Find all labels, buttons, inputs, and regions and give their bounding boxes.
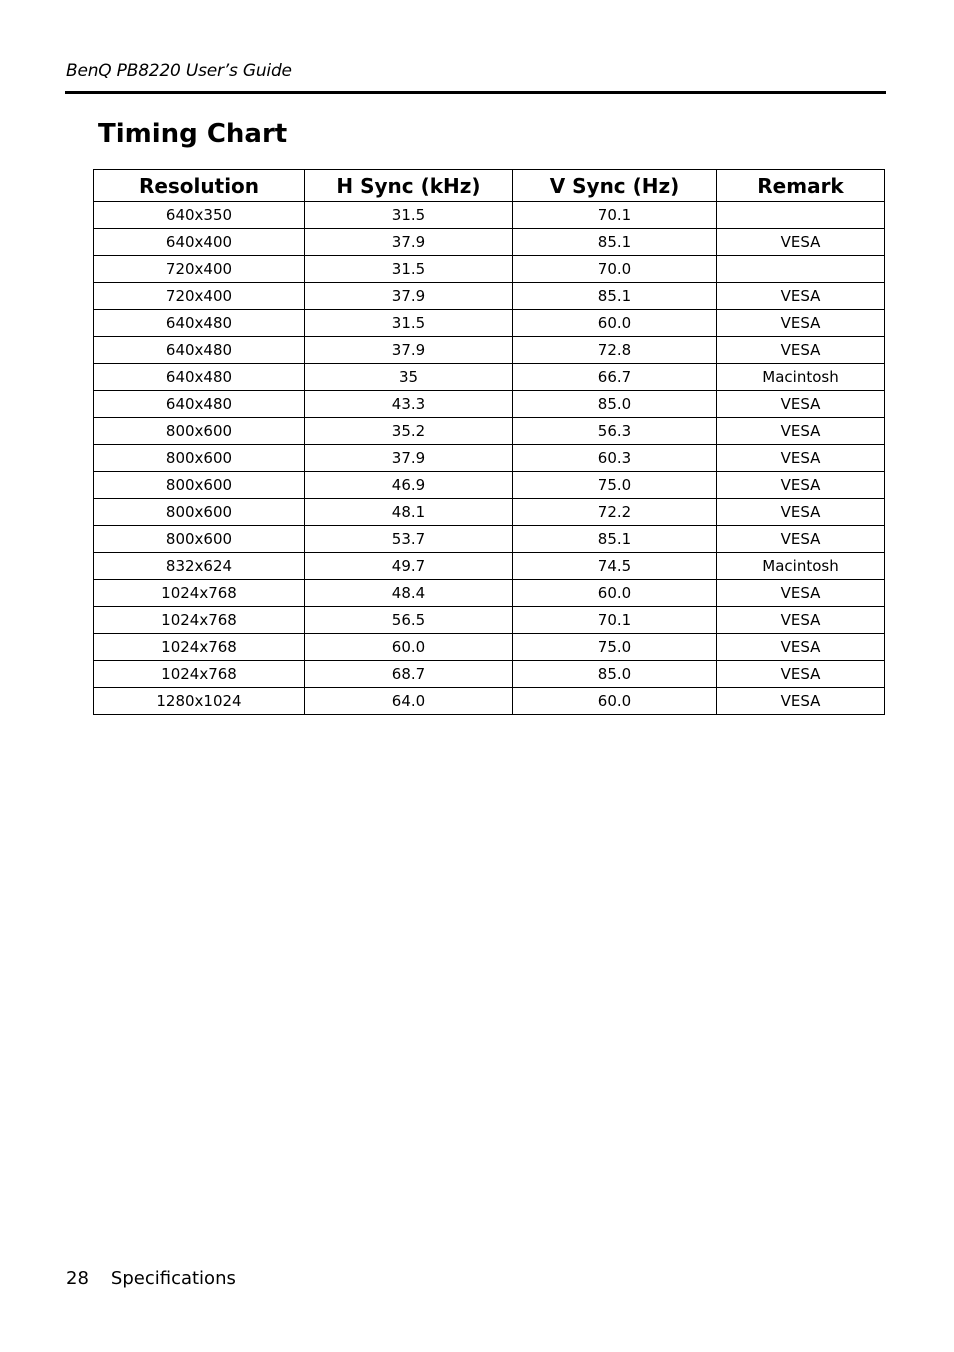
resolution-cell: 720x400	[94, 283, 305, 310]
h-sync-cell: 64.0	[305, 688, 513, 715]
h-sync-cell: 35.2	[305, 418, 513, 445]
table-row	[94, 553, 885, 580]
remark-cell: VESA	[717, 337, 885, 364]
resolution-cell: 640x480	[94, 391, 305, 418]
page-title: Timing Chart	[98, 119, 288, 149]
h-sync-cell: 43.3	[305, 391, 513, 418]
remark-cell: VESA	[717, 418, 885, 445]
h-sync-cell: 37.9	[305, 445, 513, 472]
v-sync-cell: 75.0	[513, 634, 717, 661]
h-sync-cell: 53.7	[305, 526, 513, 553]
section-name: Specifications	[110, 1268, 236, 1289]
h-sync-cell: 46.9	[305, 472, 513, 499]
resolution-cell: 1024x768	[94, 580, 305, 607]
v-sync-cell: 60.3	[513, 445, 717, 472]
remark-cell: VESA	[717, 661, 885, 688]
v-sync-cell: 60.0	[513, 580, 717, 607]
v-sync-cell: 56.3	[513, 418, 717, 445]
remark-cell: VESA	[717, 580, 885, 607]
table-header-row	[94, 170, 885, 202]
v-sync-cell: 66.7	[513, 364, 717, 391]
resolution-cell: 1024x768	[94, 607, 305, 634]
v-sync-cell: 72.8	[513, 337, 717, 364]
remark-cell: VESA	[717, 310, 885, 337]
h-sync-cell: 49.7	[305, 553, 513, 580]
table-row	[94, 310, 885, 337]
table-row	[94, 499, 885, 526]
table-row	[94, 256, 885, 283]
resolution-cell: 1024x768	[94, 634, 305, 661]
column-header-remark: Remark	[717, 170, 885, 202]
h-sync-cell: 31.5	[305, 310, 513, 337]
remark-cell: Macintosh	[717, 364, 885, 391]
remark-cell: VESA	[717, 283, 885, 310]
resolution-cell: 640x350	[94, 202, 305, 229]
running-header: BenQ PB8220 User’s Guide	[66, 61, 292, 81]
table-row	[94, 580, 885, 607]
h-sync-cell: 35	[305, 364, 513, 391]
h-sync-cell: 68.7	[305, 661, 513, 688]
remark-cell: VESA	[717, 472, 885, 499]
table-row	[94, 661, 885, 688]
remark-cell: Macintosh	[717, 553, 885, 580]
remark-cell: VESA	[717, 229, 885, 256]
v-sync-cell: 85.1	[513, 229, 717, 256]
resolution-cell: 1024x768	[94, 661, 305, 688]
header-rule	[65, 91, 886, 94]
v-sync-cell: 75.0	[513, 472, 717, 499]
remark-cell: VESA	[717, 391, 885, 418]
table-row	[94, 364, 885, 391]
remark-cell	[717, 256, 885, 283]
v-sync-cell: 70.1	[513, 607, 717, 634]
h-sync-cell: 37.9	[305, 337, 513, 364]
v-sync-cell: 85.1	[513, 526, 717, 553]
page-number: 28	[66, 1268, 89, 1289]
h-sync-cell: 37.9	[305, 229, 513, 256]
h-sync-cell: 31.5	[305, 202, 513, 229]
v-sync-cell: 85.0	[513, 391, 717, 418]
h-sync-cell: 56.5	[305, 607, 513, 634]
resolution-cell: 800x600	[94, 418, 305, 445]
resolution-cell: 720x400	[94, 256, 305, 283]
table-row	[94, 283, 885, 310]
h-sync-cell: 37.9	[305, 283, 513, 310]
timing-table	[93, 169, 885, 715]
resolution-cell: 832x624	[94, 553, 305, 580]
v-sync-cell: 74.5	[513, 553, 717, 580]
h-sync-cell: 48.4	[305, 580, 513, 607]
h-sync-cell: 48.1	[305, 499, 513, 526]
column-header-h-sync: H Sync (kHz)	[305, 170, 513, 202]
v-sync-cell: 60.0	[513, 310, 717, 337]
column-header-resolution: Resolution	[94, 170, 305, 202]
v-sync-cell: 72.2	[513, 499, 717, 526]
remark-cell: VESA	[717, 607, 885, 634]
h-sync-cell: 31.5	[305, 256, 513, 283]
table-row	[94, 391, 885, 418]
resolution-cell: 800x600	[94, 526, 305, 553]
remark-cell: VESA	[717, 634, 885, 661]
remark-cell: VESA	[717, 526, 885, 553]
table-row	[94, 688, 885, 715]
table-row	[94, 607, 885, 634]
resolution-cell: 640x480	[94, 310, 305, 337]
table-row	[94, 634, 885, 661]
remark-cell: VESA	[717, 688, 885, 715]
page-footer	[66, 1268, 236, 1289]
v-sync-cell: 70.1	[513, 202, 717, 229]
v-sync-cell: 85.0	[513, 661, 717, 688]
table-body	[94, 202, 885, 715]
resolution-cell: 800x600	[94, 445, 305, 472]
resolution-cell: 1280x1024	[94, 688, 305, 715]
resolution-cell: 800x600	[94, 499, 305, 526]
resolution-cell: 640x480	[94, 337, 305, 364]
table-row	[94, 337, 885, 364]
resolution-cell: 640x400	[94, 229, 305, 256]
table-row	[94, 229, 885, 256]
v-sync-cell: 70.0	[513, 256, 717, 283]
resolution-cell: 800x600	[94, 472, 305, 499]
v-sync-cell: 60.0	[513, 688, 717, 715]
table-row	[94, 472, 885, 499]
h-sync-cell: 60.0	[305, 634, 513, 661]
table-row	[94, 526, 885, 553]
remark-cell: VESA	[717, 445, 885, 472]
table-row	[94, 202, 885, 229]
remark-cell: VESA	[717, 499, 885, 526]
table-row	[94, 418, 885, 445]
remark-cell	[717, 202, 885, 229]
table-row	[94, 445, 885, 472]
v-sync-cell: 85.1	[513, 283, 717, 310]
resolution-cell: 640x480	[94, 364, 305, 391]
column-header-v-sync: V Sync (Hz)	[513, 170, 717, 202]
